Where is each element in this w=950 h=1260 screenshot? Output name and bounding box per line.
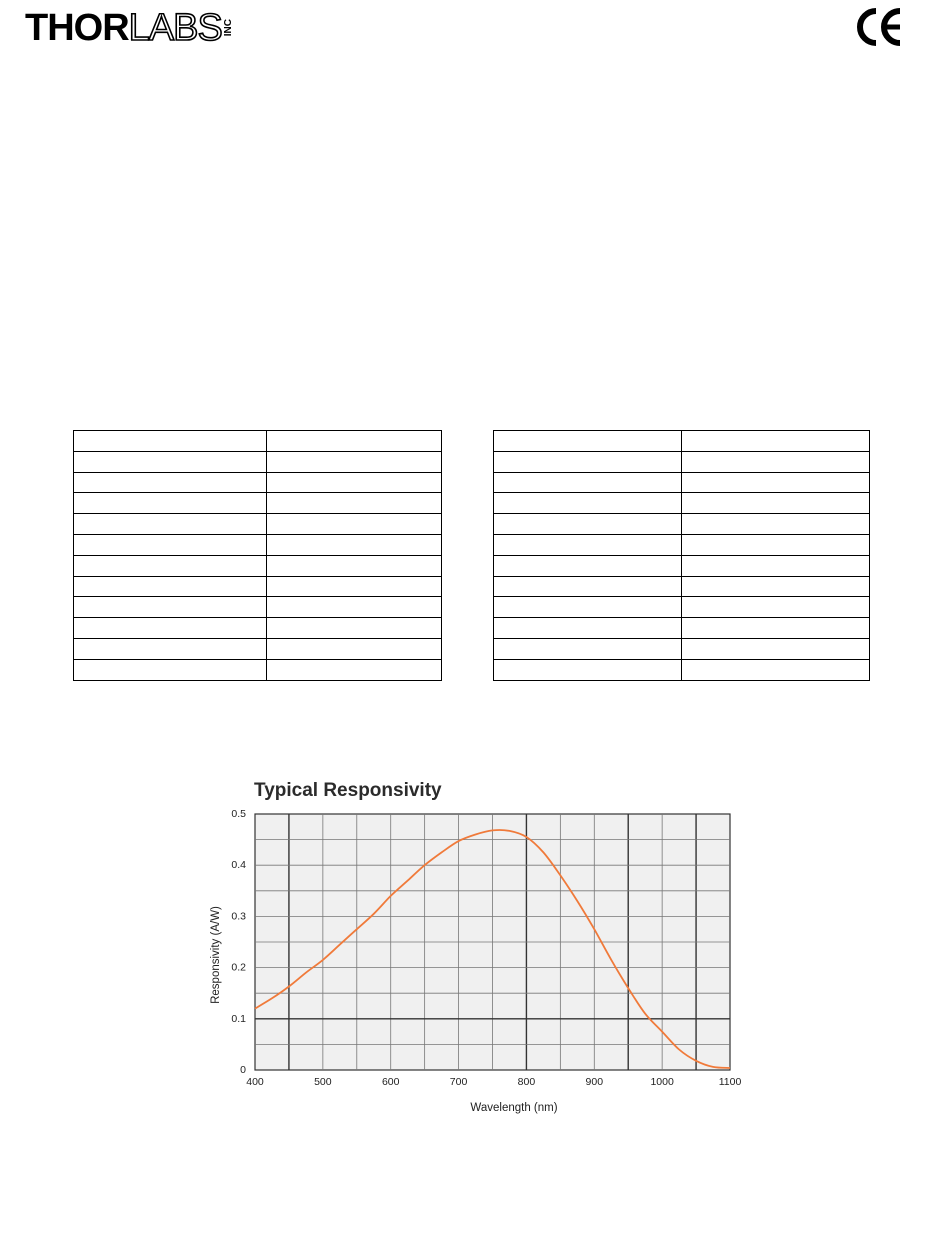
x-tick-label: 500 xyxy=(314,1076,332,1088)
table-cell xyxy=(494,514,682,535)
table-row xyxy=(494,431,870,452)
table-cell xyxy=(74,659,267,680)
table-row xyxy=(494,638,870,659)
table-row xyxy=(494,618,870,639)
y-tick-label: 0.2 xyxy=(231,961,246,974)
table-cell xyxy=(682,576,870,597)
table-row xyxy=(494,472,870,493)
y-axis-label: Responsivity (A/W) xyxy=(210,906,222,1004)
y-tick-label: 0.5 xyxy=(231,808,246,820)
table-cell xyxy=(682,451,870,472)
table-cell xyxy=(74,597,267,618)
logo-text-thor: THOR xyxy=(25,7,129,49)
table-cell xyxy=(494,493,682,514)
y-tick-label: 0.4 xyxy=(231,859,246,872)
table-cell xyxy=(682,597,870,618)
logo-text-inc: INC xyxy=(222,19,234,37)
table-cell xyxy=(74,534,267,555)
table-cell xyxy=(267,451,442,472)
table-cell xyxy=(267,472,442,493)
table-cell xyxy=(682,534,870,555)
table-row xyxy=(74,659,442,680)
table-cell xyxy=(682,618,870,639)
table-row xyxy=(494,659,870,680)
table-cell xyxy=(74,618,267,639)
x-tick-label: 900 xyxy=(585,1076,604,1088)
chart-title: Typical Responsivity xyxy=(254,780,442,801)
table-row xyxy=(74,514,442,535)
table-row xyxy=(74,493,442,514)
y-tick-label: 0.3 xyxy=(231,910,246,923)
table-cell xyxy=(74,451,267,472)
table-cell xyxy=(74,431,267,452)
table-row xyxy=(74,555,442,576)
chart-svg xyxy=(200,770,760,1130)
table-cell xyxy=(267,638,442,659)
table-cell xyxy=(682,638,870,659)
table-cell xyxy=(682,493,870,514)
x-tick-label: 700 xyxy=(449,1076,468,1088)
table-row xyxy=(494,451,870,472)
table-row xyxy=(74,472,442,493)
table-cell xyxy=(267,576,442,597)
table-row xyxy=(74,534,442,555)
table-cell xyxy=(267,493,442,514)
table-cell xyxy=(267,659,442,680)
table-row xyxy=(494,555,870,576)
logo-text-labs: LABS xyxy=(128,7,222,49)
table-row xyxy=(494,514,870,535)
table-row xyxy=(74,597,442,618)
table-row xyxy=(494,576,870,597)
table-cell xyxy=(494,431,682,452)
table-cell xyxy=(267,618,442,639)
table-cell xyxy=(494,638,682,659)
table-cell xyxy=(494,597,682,618)
table-cell xyxy=(682,514,870,535)
table-row xyxy=(74,618,442,639)
y-tick-label: 0.1 xyxy=(231,1012,246,1025)
table-cell xyxy=(494,451,682,472)
x-tick-label: 400 xyxy=(246,1076,264,1088)
spec-table-right xyxy=(493,430,870,681)
table-row xyxy=(494,493,870,514)
x-tick-label: 600 xyxy=(381,1076,400,1088)
table-cell xyxy=(494,618,682,639)
table-cell xyxy=(74,514,267,535)
thorlabs-logo xyxy=(25,8,234,48)
table-cell xyxy=(494,534,682,555)
table-cell xyxy=(682,555,870,576)
x-tick-label: 1000 xyxy=(650,1076,674,1088)
table-cell xyxy=(74,493,267,514)
responsivity-chart xyxy=(200,770,760,1130)
table-cell xyxy=(267,534,442,555)
table-cell xyxy=(267,597,442,618)
table-cell xyxy=(74,555,267,576)
table-row xyxy=(74,431,442,452)
table-cell xyxy=(494,659,682,680)
table-row xyxy=(494,534,870,555)
table-row xyxy=(74,576,442,597)
table-cell xyxy=(267,431,442,452)
table-cell xyxy=(267,555,442,576)
ce-mark-icon xyxy=(856,7,906,47)
table-cell xyxy=(494,576,682,597)
table-cell xyxy=(682,431,870,452)
x-tick-label: 1100 xyxy=(718,1076,742,1088)
table-cell xyxy=(494,555,682,576)
x-axis-label: Wavelength (nm) xyxy=(470,1102,558,1114)
table-cell xyxy=(74,576,267,597)
table-cell xyxy=(682,659,870,680)
table-row xyxy=(494,597,870,618)
table-cell xyxy=(267,514,442,535)
table-cell xyxy=(682,472,870,493)
table-cell xyxy=(74,638,267,659)
spec-table-left xyxy=(73,430,442,681)
table-cell xyxy=(74,472,267,493)
y-tick-label: 0 xyxy=(240,1064,246,1076)
table-cell xyxy=(494,472,682,493)
table-row xyxy=(74,638,442,659)
x-tick-label: 800 xyxy=(517,1076,536,1088)
table-row xyxy=(74,451,442,472)
